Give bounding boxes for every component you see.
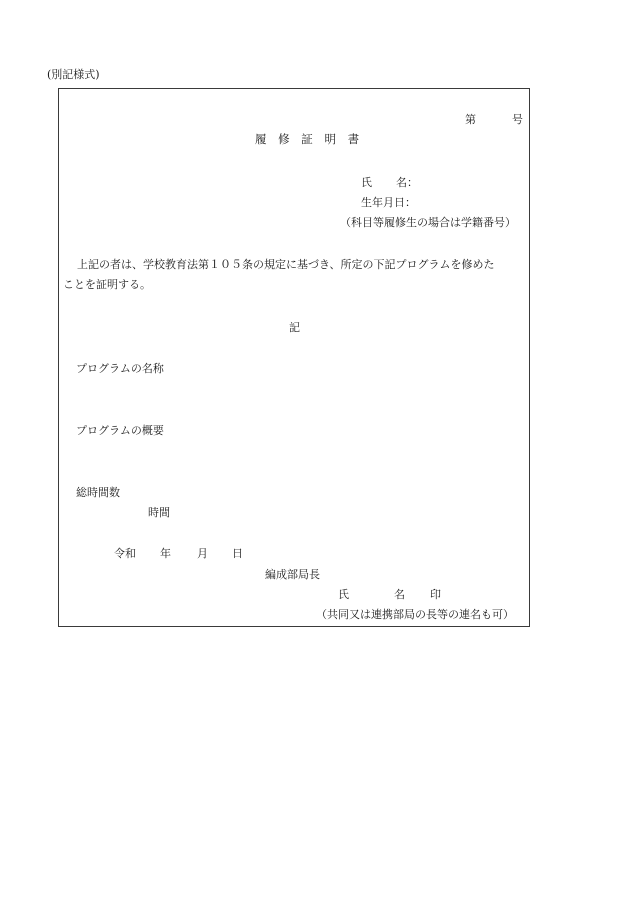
signatory-title: 編成部局長 <box>265 568 320 581</box>
date-day: 日 <box>232 547 243 560</box>
student-number-note: （科目等履修生の場合は学籍番号） <box>340 216 516 229</box>
statement-line-2: ことを証明する。 <box>63 278 151 291</box>
joint-signature-note: （共同又は連携部局の長等の連名も可） <box>316 608 514 621</box>
dob-label: 生年月日： <box>361 196 416 209</box>
seal-mark: 印 <box>430 588 441 601</box>
ki-heading: 記 <box>289 321 300 334</box>
statement-line-1: 上記の者は、学校教育法第１０５条の規定に基づき、所定の下記プログラムを修めた <box>77 258 495 271</box>
name-label-part1: 氏 <box>361 176 372 189</box>
name-label-part2: 名： <box>396 176 418 189</box>
certificate-title: 履 修 証 明 書 <box>255 132 364 146</box>
number-prefix: 第 <box>465 113 476 126</box>
program-overview-label: プログラムの概要 <box>76 424 164 437</box>
form-style-label: (別記様式) <box>47 68 100 81</box>
date-era: 令和 <box>114 547 136 560</box>
total-hours-label: 総時間数 <box>76 486 120 499</box>
date-year: 年 <box>160 547 171 560</box>
date-month: 月 <box>197 547 208 560</box>
program-name-label: プログラムの名称 <box>76 362 164 375</box>
signatory-mei: 名 <box>394 588 405 601</box>
number-suffix: 号 <box>512 113 523 126</box>
hours-unit: 時間 <box>148 506 170 519</box>
signatory-shi: 氏 <box>338 588 349 601</box>
